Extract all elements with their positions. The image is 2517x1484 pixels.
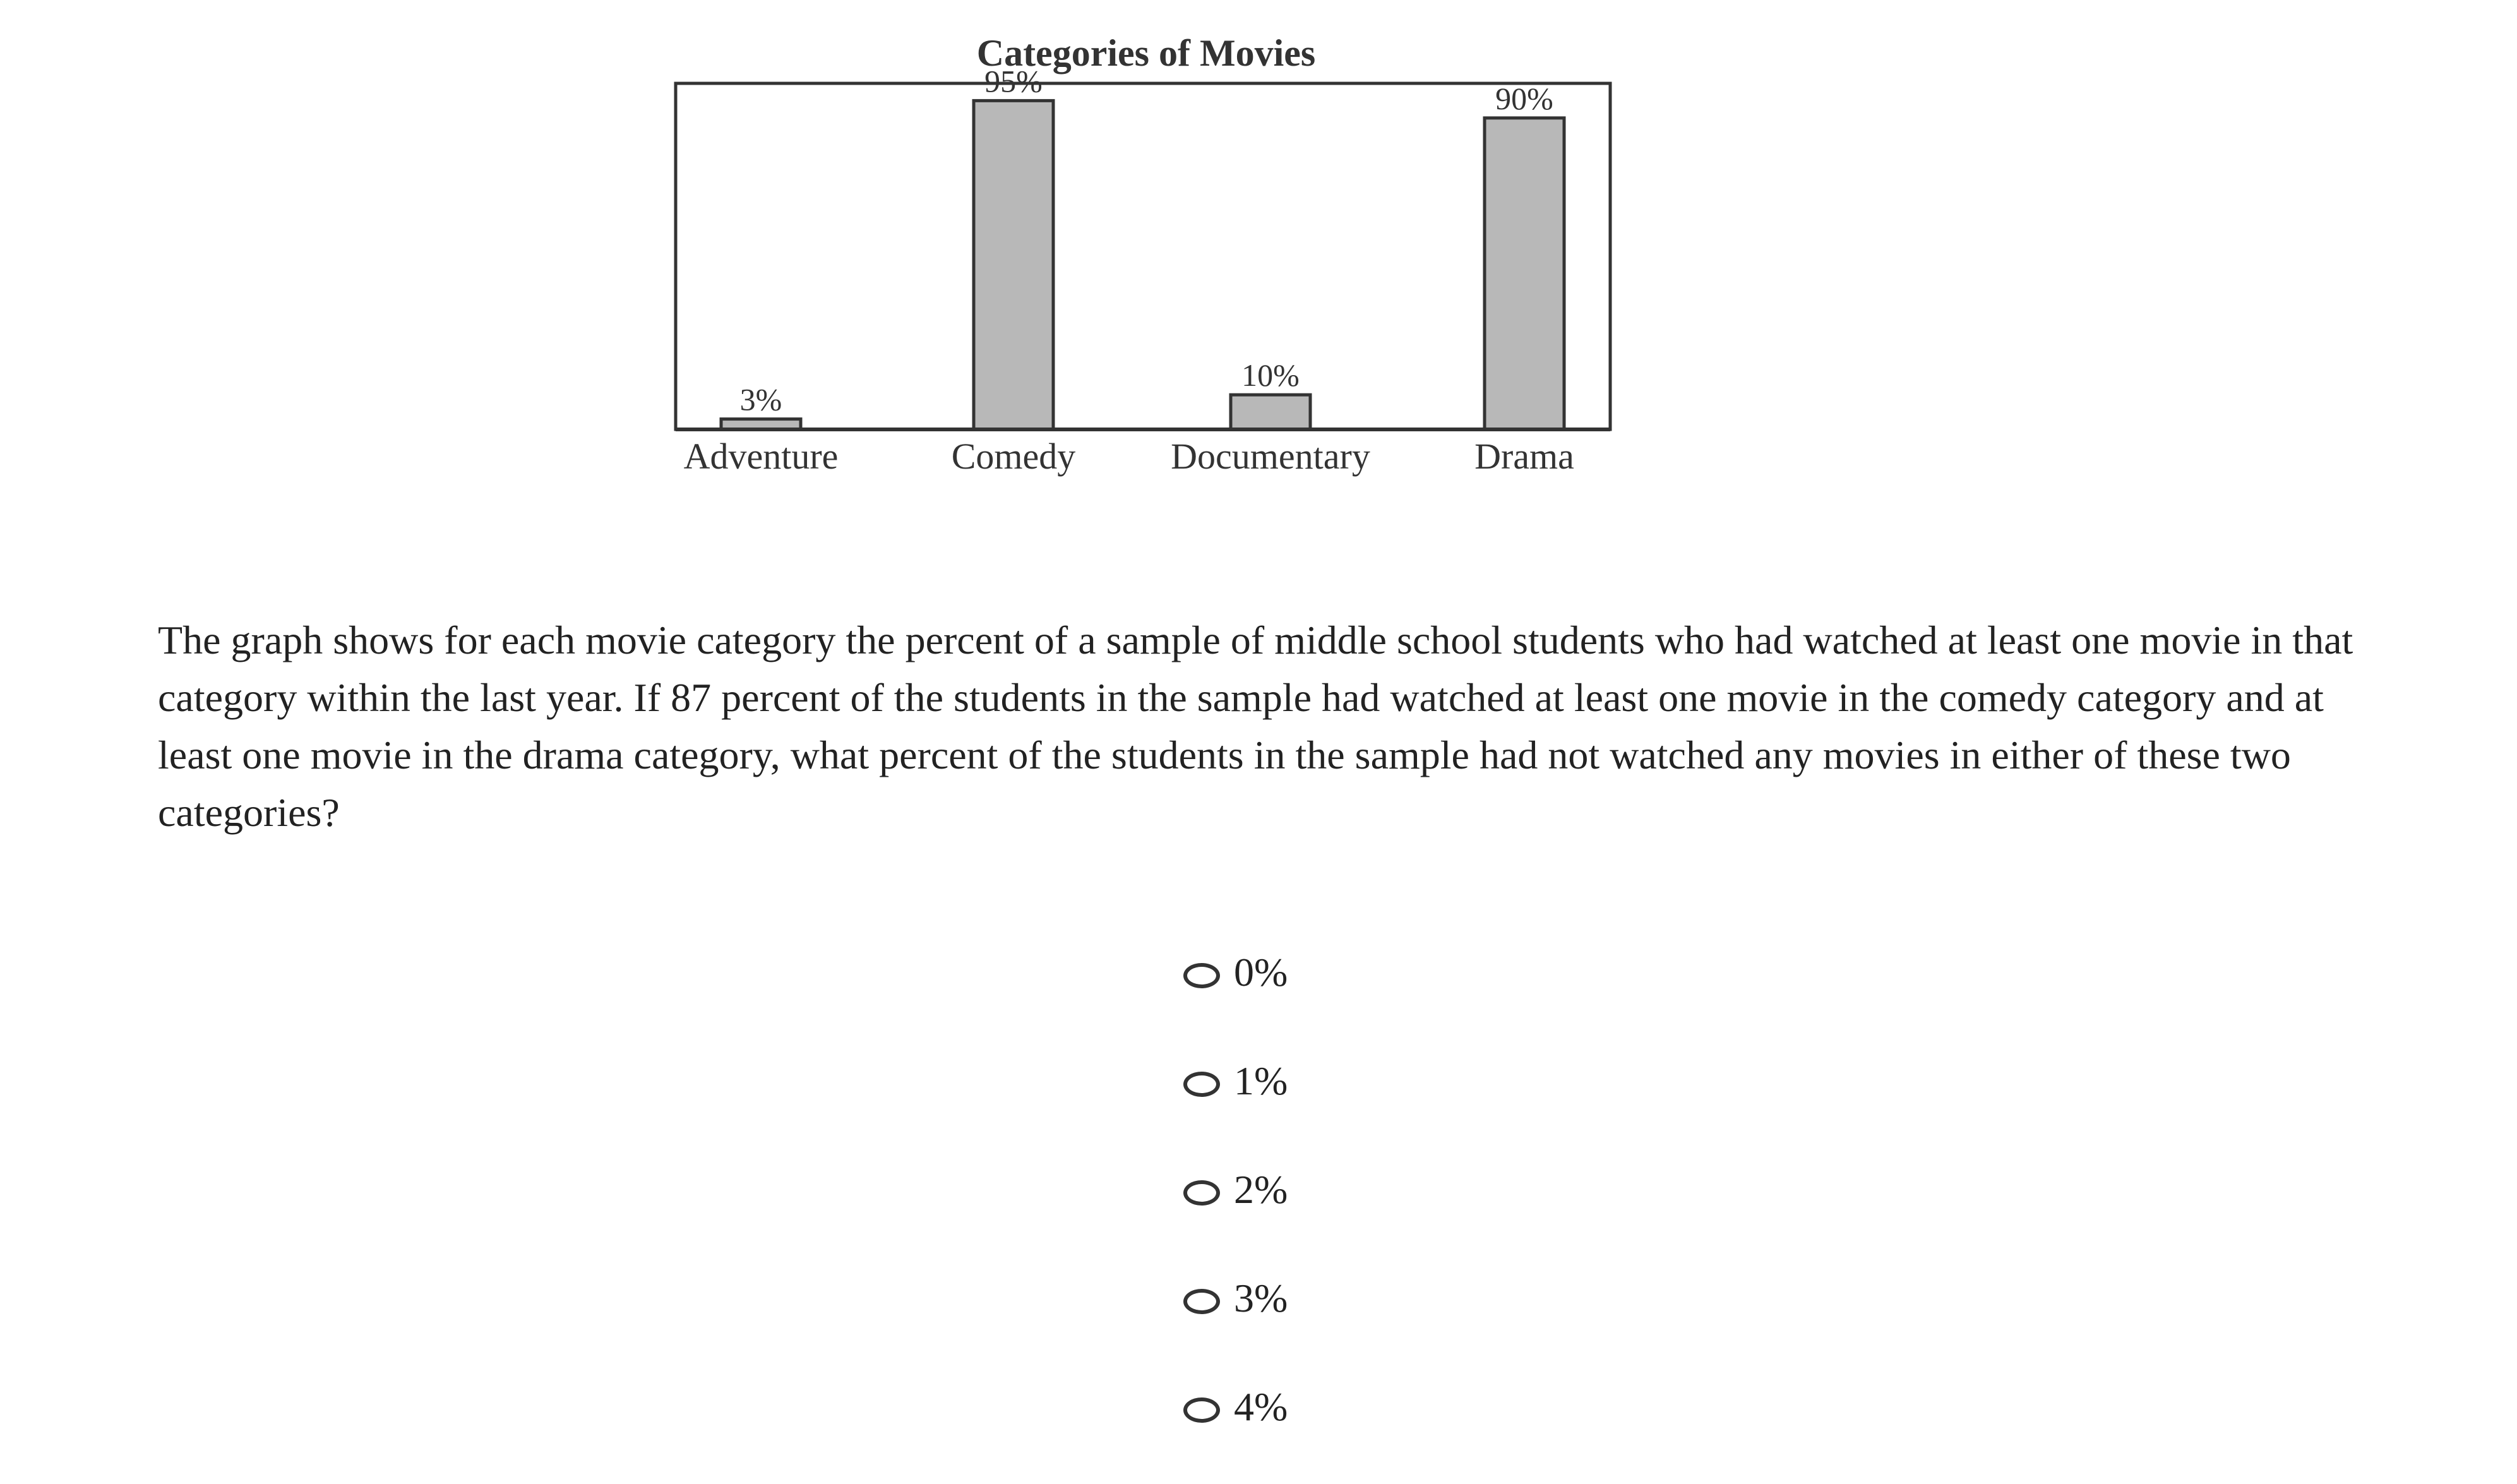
choice-label: 2% [1234,1167,1288,1212]
data-label: 90% [1495,80,1553,116]
radio-button[interactable] [1183,1397,1220,1423]
answer-choices [1183,941,1562,1484]
chart-svg [0,0,2517,543]
radio-button[interactable] [1183,1289,1220,1314]
bar [974,100,1053,429]
question-text: The graph shows for each movie category the percent of a sample of middle school students who had watched at least one movie in that category within the last year. If 87 percent of the students in the sample had watched at least one movie in the comedy category and at least one movie in the drama category, what percent of the students in the sample had not watched any movies in either of these two categories? [158,618,2353,835]
bar [1485,118,1564,429]
tick-label: Documentary [1171,436,1370,477]
radio-button[interactable] [1183,1072,1220,1097]
data-label: 10% [1241,357,1300,393]
tick-label: Drama [1474,436,1574,477]
bar-chart [0,0,2517,543]
choice-option[interactable] [1183,1267,1562,1330]
radio-button[interactable] [1183,963,1220,988]
tick-label: Comedy [951,436,1076,477]
choice-label: 4% [1234,1384,1288,1429]
choice-option[interactable] [1183,1375,1562,1439]
chart-title: Categories of Movies [976,32,1316,74]
tick-label: Adventure [683,436,839,477]
bar [1231,395,1310,429]
choice-option[interactable] [1183,941,1562,1004]
choice-label: 0% [1234,950,1288,995]
choice-label: 1% [1234,1058,1288,1103]
choice-label: 3% [1234,1276,1288,1320]
data-label: 3% [739,381,782,417]
choice-option[interactable] [1183,1050,1562,1113]
data-label: 95% [984,63,1043,99]
radio-button[interactable] [1183,1180,1220,1206]
choice-option[interactable] [1183,1158,1562,1221]
